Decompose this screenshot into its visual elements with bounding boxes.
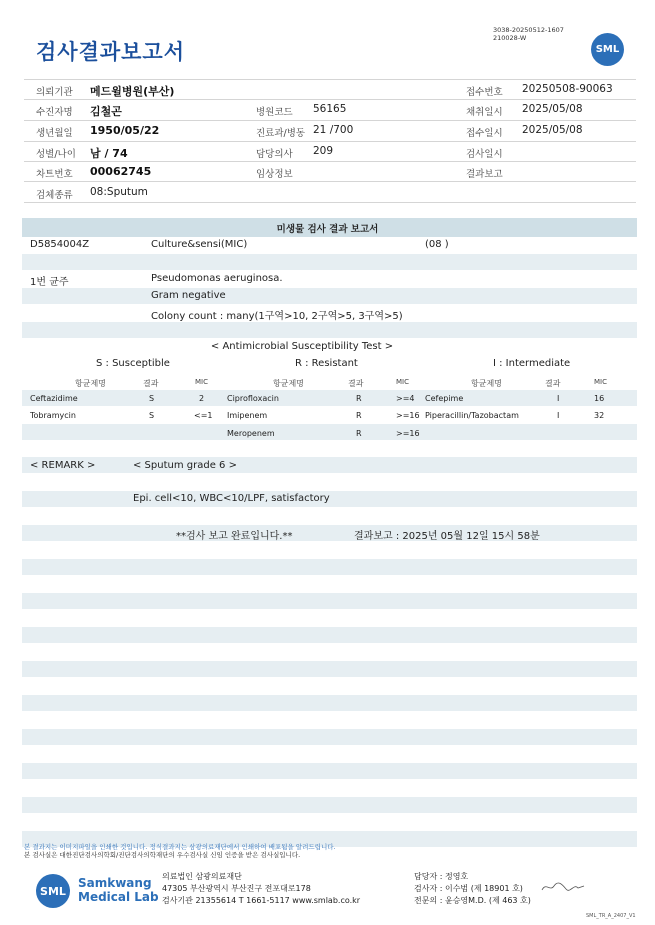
label-accession-no: 접수번호 — [466, 87, 503, 98]
col-result-3: 결과 — [545, 379, 561, 388]
test-name: Culture&sensi(MIC) — [151, 239, 248, 250]
remark-value: < Sputum grade 6 > — [133, 460, 237, 471]
ast-mic: >=16 — [396, 411, 420, 420]
brand-line2: Medical Lab — [78, 890, 159, 904]
value-received-date: 2025/05/08 — [522, 124, 583, 136]
remark-label: < REMARK > — [30, 460, 96, 471]
footer-sml-logo: SML — [36, 874, 70, 908]
value-department: 21 /700 — [313, 124, 354, 136]
label-physician: 담당의사 — [256, 149, 293, 160]
value-physician: 209 — [313, 145, 334, 157]
organism-label: 1번 균주 — [30, 277, 69, 288]
col-mic-3: MIC — [594, 378, 607, 386]
staff-specialist: 전문의 : 윤승영M.D. (제 463 호) — [414, 896, 531, 905]
ast-mic: 32 — [594, 411, 605, 420]
signature-mark — [540, 880, 586, 894]
ast-title: < Antimicrobial Susceptibility Test > — [210, 341, 394, 352]
col-drug-3: 항균제명 — [471, 379, 502, 388]
value-patient-name: 김철곤 — [90, 105, 122, 118]
label-chart-no: 차트번호 — [36, 169, 73, 180]
notice-image-copy: 본 결과지는 이미지파일을 인쇄한 것입니다. 정식결과지는 삼광의료재단에서 인쇄하여 배포됨을 알려드립니다. — [24, 843, 336, 851]
ast-drug: Cefepime — [425, 394, 464, 403]
colony-count: Colony count : many(1구역>10, 2구역>5, 3구역>5) — [151, 311, 403, 322]
footer-org: 의료법인 삼광의료재단 — [162, 872, 242, 881]
ast-drug: Tobramycin — [30, 411, 76, 420]
report-code — [493, 26, 564, 42]
form-code: SML_TR_A_2407_V1 — [586, 913, 636, 919]
value-requester: 메드윌병원(부산) — [90, 85, 175, 98]
legend-susceptible: S : Susceptible — [96, 358, 170, 369]
report-code-line1: 3038-20250512-1607 — [493, 26, 564, 34]
value-hospital-code: 56165 — [313, 103, 347, 115]
report-code-line2: 210028-W — [493, 34, 527, 42]
sml-logo: SML — [591, 33, 624, 66]
ast-result: S — [149, 411, 155, 420]
footer-address: 47305 부산광역시 부산진구 전포대로178 — [162, 884, 311, 893]
legend-resistant: R : Resistant — [295, 358, 358, 369]
section-title: 미생물 검사 결과 보고서 — [276, 224, 379, 235]
footer-staff-block — [414, 871, 531, 907]
ast-drug: Meropenem — [227, 429, 275, 438]
label-test-date: 검사일시 — [466, 149, 503, 160]
notice-accreditation: 본 검사실은 대한진단검사의학회/진단검사의학재단의 우수검사실 신임 인증을 받은 검사실입니다. — [24, 851, 301, 859]
ast-result: S — [149, 394, 155, 403]
value-collection-date: 2025/05/08 — [522, 103, 583, 115]
footer-brand — [78, 876, 159, 904]
label-received-date: 접수일시 — [466, 128, 503, 139]
value-birth-date: 1950/05/22 — [90, 124, 160, 137]
ast-result: R — [356, 394, 362, 403]
ast-mic: >=4 — [396, 394, 415, 403]
label-patient-name: 수진자명 — [36, 107, 73, 118]
ast-drug: Piperacillin/Tazobactam — [425, 411, 519, 420]
col-mic-1: MIC — [195, 378, 208, 386]
test-code: D5854004Z — [30, 239, 90, 250]
ast-result: R — [356, 411, 362, 420]
staff-tester: 검사자 : 이수범 (제 18901 호) — [414, 884, 523, 893]
brand-line1: Samkwang — [78, 876, 152, 890]
ast-result: I — [557, 394, 560, 403]
value-chart-no: 00062745 — [90, 165, 152, 178]
ast-mic: 16 — [594, 394, 605, 403]
staff-manager: 담당자 : 정영호 — [414, 872, 469, 881]
legend-intermediate: I : Intermediate — [493, 358, 571, 369]
page-title: 검사결과보고서 — [36, 40, 186, 64]
ast-result: R — [356, 429, 362, 438]
col-mic-2: MIC — [396, 378, 409, 386]
col-drug-1: 항균제명 — [75, 379, 106, 388]
value-specimen: 08:Sputum — [90, 186, 148, 198]
label-clinical-info: 임상정보 — [256, 169, 293, 180]
ast-mic: <=1 — [194, 411, 213, 420]
organism-name: Pseudomonas aeruginosa. — [151, 273, 283, 284]
ast-drug: Imipenem — [227, 411, 268, 420]
ast-mic: >=16 — [396, 429, 420, 438]
col-drug-2: 항균제명 — [273, 379, 304, 388]
report-time: 결과보고 : 2025년 05월 12일 15시 58분 — [354, 531, 540, 542]
ast-mic: 2 — [199, 394, 205, 403]
label-result-report: 결과보고 — [466, 169, 503, 180]
label-birth-date: 생년월일 — [36, 128, 73, 139]
ast-drug: Ciprofloxacin — [227, 394, 279, 403]
gram-stain: Gram negative — [151, 290, 226, 301]
label-sex-age: 성별/나이 — [36, 149, 76, 160]
value-accession-no: 20250508-90063 — [522, 83, 613, 95]
label-specimen: 검체종류 — [36, 190, 73, 201]
test-number: (08 ) — [425, 239, 449, 250]
footer-address-block — [162, 871, 360, 907]
label-collection-date: 채취일시 — [466, 107, 503, 118]
label-department: 진료과/병동 — [256, 128, 306, 139]
value-sex-age: 남 / 74 — [90, 147, 128, 160]
ast-result: I — [557, 411, 560, 420]
remark-detail: Epi. cell<10, WBC<10/LPF, satisfactory — [133, 493, 330, 504]
report-complete: **검사 보고 완료입니다.** — [176, 531, 293, 542]
ast-drug: Ceftazidime — [30, 394, 78, 403]
col-result-2: 결과 — [348, 379, 364, 388]
footer-contact: 검사기관 21355614 T 1661-5117 www.smlab.co.kr — [162, 896, 361, 905]
label-hospital-code: 병원코드 — [256, 107, 293, 118]
col-result-1: 결과 — [143, 379, 159, 388]
label-requester: 의뢰기관 — [36, 87, 73, 98]
